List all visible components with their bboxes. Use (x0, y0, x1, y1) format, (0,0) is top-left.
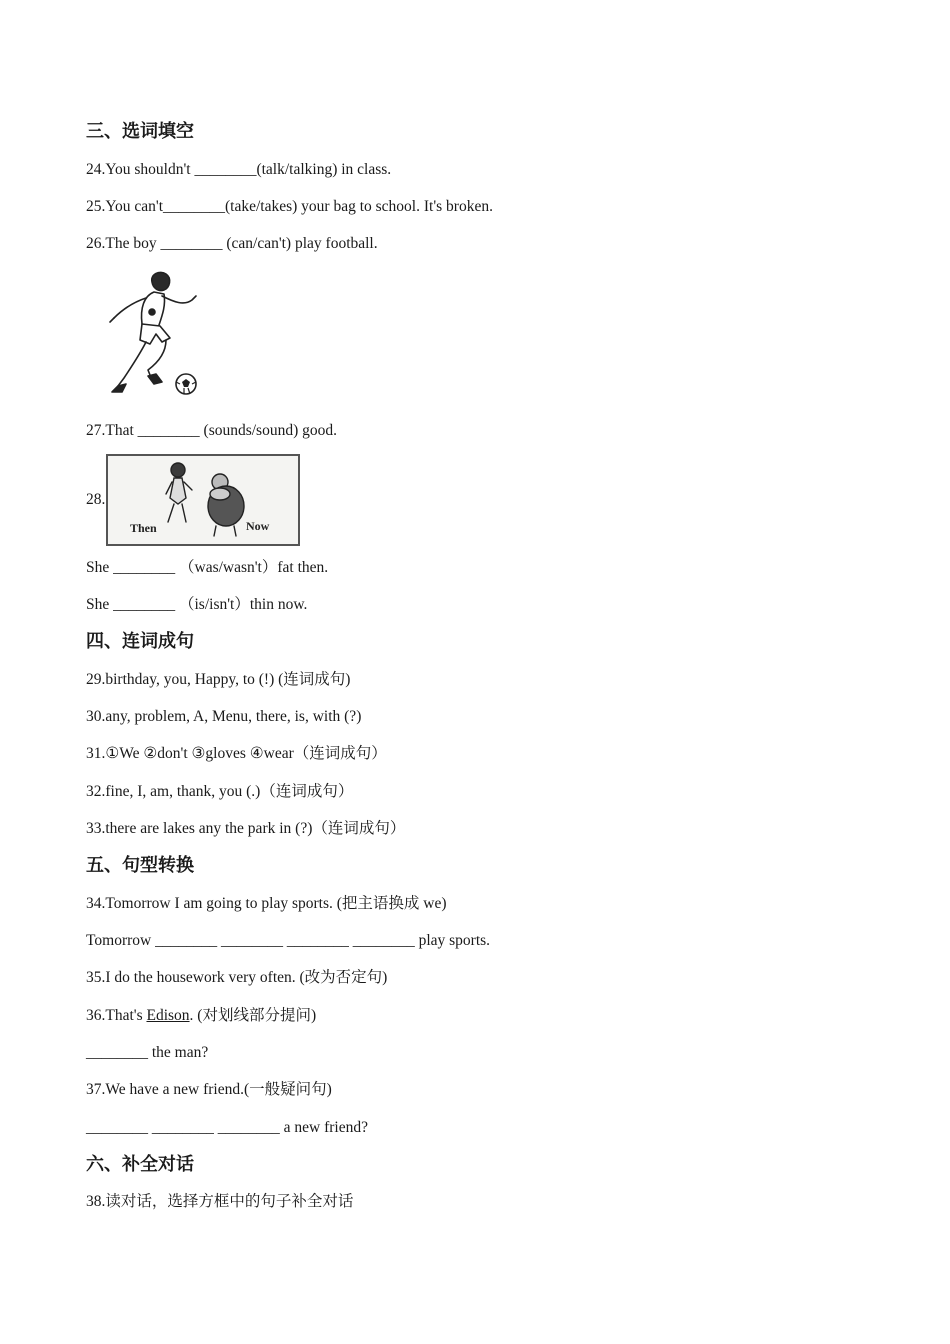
then-label: Then (130, 521, 157, 535)
question-27: 27.That ________ (sounds/sound) good. (86, 422, 338, 439)
question-30: 30.any, problem, A, Menu, there, is, with (?) (86, 708, 362, 725)
section-heading-6: 六、补全对话 (86, 1154, 194, 1175)
football-player-icon (104, 268, 204, 398)
question-32: 32.fine, I, am, thank, you (.)（连词成句） (86, 783, 354, 800)
question-36-prefix: 36.That's (86, 1007, 147, 1024)
section-heading-5: 五、句型转换 (86, 855, 194, 876)
question-36-suffix: . (对划线部分提问) (189, 1007, 317, 1024)
question-37-answer: ________ ________ ________ a new friend? (86, 1119, 368, 1136)
question-24: 24.You shouldn't ________(talk/talking) in class. (86, 161, 392, 178)
question-35: 35.I do the housework very often. (改为否定句) (86, 969, 388, 986)
section-heading-4: 四、连词成句 (86, 631, 194, 652)
question-26: 26.The boy ________ (can/can't) play football. (86, 235, 378, 252)
question-38: 38.读对话，选择方框中的句子补全对话 (86, 1193, 354, 1210)
question-37: 37.We have a new friend.(一般疑问句) (86, 1081, 332, 1098)
then-now-icon (108, 456, 298, 544)
question-28-number: 28. (86, 491, 106, 508)
question-34: 34.Tomorrow I am going to play sports. (把主语换成 we) (86, 895, 447, 912)
then-now-picture (106, 454, 300, 546)
now-label: Now (246, 519, 270, 533)
question-36 (86, 1006, 316, 1026)
question-36-answer: ________ the man? (86, 1044, 209, 1061)
question-29: 29.birthday, you, Happy, to (!) (连词成句) (86, 671, 351, 688)
question-31: 31.①We ②don't ③gloves ④wear（连词成句） (86, 745, 387, 762)
question-28-line-2: She ________ （is/isn't）thin now. (86, 596, 308, 613)
question-34-answer: Tomorrow ________ ________ ________ ________ play sports. (86, 932, 491, 949)
question-33: 33.there are lakes any the park in (?)（连词成句） (86, 820, 406, 837)
question-28-line-1: She ________ （was/wasn't）fat then. (86, 559, 329, 576)
question-36-underlined: Edison (146, 1007, 190, 1024)
section-heading-3: 三、选词填空 (86, 121, 194, 142)
question-25: 25.You can't________(take/takes) your bag to school. It's broken. (86, 198, 493, 215)
